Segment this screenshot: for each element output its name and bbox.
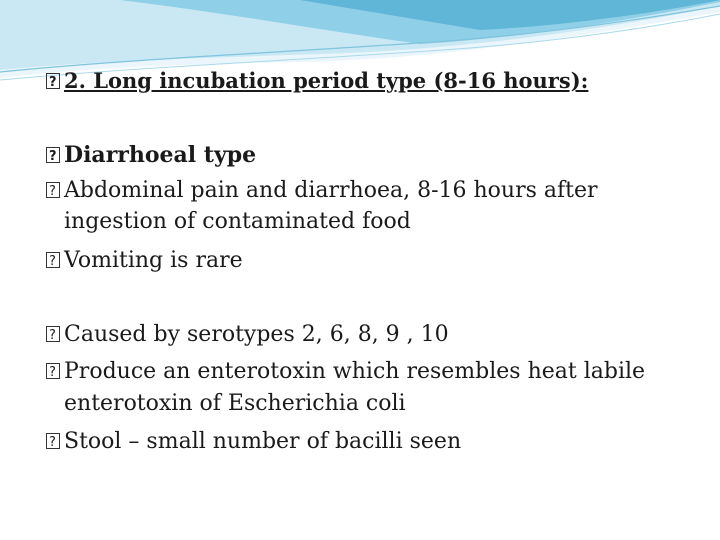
- heading-text: 2. Long incubation period type (8-16 hours):: [64, 68, 589, 93]
- bullet-item: [46, 427, 686, 457]
- bullet-item: [46, 176, 686, 206]
- bullet-item: [46, 140, 686, 170]
- slide-heading: [46, 66, 686, 96]
- bullet-glyph-icon: [46, 147, 60, 163]
- bullet-text: Vomiting is rare: [64, 248, 243, 273]
- bullet-text: Diarrhoeal type: [64, 142, 257, 168]
- bullet-glyph-icon: [46, 433, 60, 449]
- bullet-item: [46, 320, 686, 350]
- bullet-item: [46, 246, 686, 276]
- bullet-item: [46, 357, 686, 387]
- bullet-continuation: ingestion of contaminated food: [64, 209, 411, 234]
- bullet-glyph-icon: [46, 73, 60, 89]
- bullet-glyph-icon: [46, 326, 60, 342]
- bullet-text: Stool – small number of bacilli seen: [64, 429, 462, 454]
- bullet-glyph-icon: [46, 252, 60, 268]
- bullet-text: Abdominal pain and diarrhoea, 8-16 hours after: [64, 178, 598, 203]
- bullet-continuation: enterotoxin of Escherichia coli: [64, 391, 406, 416]
- bullet-text: Produce an enterotoxin which resembles heat labile: [64, 359, 646, 384]
- bullet-glyph-icon: [46, 182, 60, 198]
- bullet-glyph-icon: [46, 363, 60, 379]
- bullet-text: Caused by serotypes 2, 6, 8, 9 , 10: [64, 322, 449, 347]
